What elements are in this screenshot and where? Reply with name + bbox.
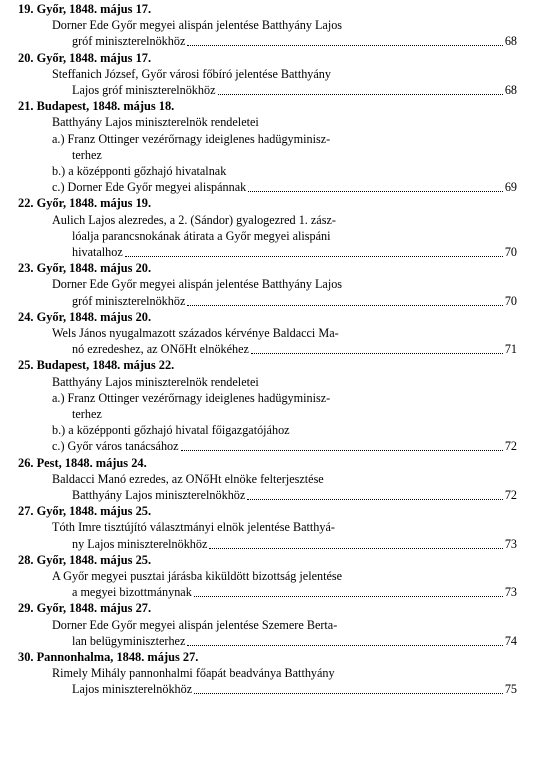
entry-heading: 23. Győr, 1848. május 20. [18, 261, 152, 276]
entry-line [52, 132, 330, 147]
page-number: 70 [504, 293, 517, 308]
entry-line-text: Dorner Ede Győr megyei alispán jelentése Szemere Berta- [52, 617, 338, 632]
entry-line-text: c.) Dorner Ede Győr megyei alispánnak [52, 180, 247, 195]
entry-heading: 24. Győr, 1848. május 20. [18, 309, 152, 324]
entry-line [72, 229, 331, 244]
entry-line-text: Dorner Ede Győr megyei alispán jelentése Batthyány Lajos [52, 277, 343, 292]
entry-line-text: b.) a középponti gőzhajó hivatal főigazgatójához [52, 423, 290, 438]
page-number: 73 [504, 585, 517, 600]
page-number: 75 [504, 682, 517, 697]
entry-line [52, 569, 342, 584]
entry-line [52, 618, 337, 633]
entry-heading: 30. Pannonhalma, 1848. május 27. [18, 650, 199, 664]
entry-line [52, 472, 324, 487]
entry-line-text: Lajos miniszterelnökhöz [72, 682, 193, 697]
entry-line-text: Tóth Imre tisztújító választmányi elnök jelentése Batthyá- [52, 520, 335, 535]
page-number: 71 [504, 342, 517, 357]
entry-line [52, 391, 330, 406]
page-number: 68 [504, 34, 517, 49]
entry-heading: 26. Pest, 1848. május 24. [18, 455, 147, 470]
entry-line-text: Steffanich József, Győr városi főbíró jelentése Batthyány [52, 66, 331, 81]
entry-line [72, 407, 102, 422]
entry-line-text: a.) Franz Ottinger vezérőrnagy ideiglenes hadügyminisz- [52, 390, 331, 405]
entry-last-line [72, 34, 517, 49]
entry-heading: 25. Budapest, 1848. május 22. [18, 358, 175, 373]
entry-heading: 22. Győr, 1848. május 19. [18, 196, 152, 211]
dot-leader [187, 294, 502, 306]
entry-line-text: a.) Franz Ottinger vezérőrnagy ideiglenes hadügyminisz- [52, 131, 331, 146]
entry-line-text: A Győr megyei pusztai járásba kiküldött bizottság jelentése [52, 569, 343, 583]
entry-line-text: Wels János nyugalmazott százados kérvénye Baldacci Ma- [52, 326, 339, 340]
entry-line-text: Batthyány Lajos miniszterelnök rendeletei [52, 115, 259, 130]
entry-line [52, 164, 226, 179]
entry-line [72, 148, 102, 163]
entry-line-text: Batthyány Lajos miniszterelnök rendeletei [52, 374, 259, 389]
page-number: 70 [504, 245, 517, 259]
entry-line [52, 520, 335, 535]
dot-leader [209, 537, 502, 549]
entry-line [52, 375, 259, 390]
entry-last-line [52, 439, 517, 454]
entry-line [52, 213, 336, 228]
entry-line [52, 115, 259, 130]
entry-line-text: gróf miniszterelnökhöz [72, 293, 186, 308]
entry-line-text: gróf miniszterelnökhöz [72, 34, 186, 49]
entry-heading: 27. Győr, 1848. május 25. [18, 504, 152, 519]
entry-heading: 20. Győr, 1848. május 17. [18, 50, 152, 65]
dot-leader [125, 245, 503, 257]
entry-line-text: terhez [72, 147, 102, 162]
entry-last-line [72, 537, 517, 552]
dot-leader [187, 34, 502, 46]
entry-heading: 29. Győr, 1848. május 27. [18, 601, 152, 616]
entry-line-text: Aulich Lajos alezredes, a 2. (Sándor) gyalogezred 1. zász- [52, 212, 336, 227]
page-number: 69 [504, 180, 517, 195]
page-number: 72 [504, 488, 517, 502]
entry-line-text: a megyei bizottmánynak [72, 585, 192, 600]
entry-line [52, 666, 335, 681]
dot-leader [187, 634, 502, 646]
entry-heading: 19. Győr, 1848. május 17. [18, 2, 152, 16]
entry-line-text: Dorner Ede Győr megyei alispán jelentése Batthyány Lajos [52, 18, 343, 33]
dot-leader [248, 180, 503, 192]
entry-line-text: Lajos gróf miniszterelnökhöz [72, 83, 216, 97]
entry-line-text: c.) Győr város tanácsához [52, 439, 179, 454]
entry-line [52, 18, 342, 33]
entry-last-line [72, 488, 517, 503]
entry-line-text: Baldacci Manó ezredes, az ONőHt elnöke felterjesztése [52, 471, 324, 486]
dot-leader [218, 83, 503, 95]
entry-last-line [72, 342, 517, 357]
page-number: 73 [504, 536, 517, 551]
page-number: 74 [504, 633, 517, 648]
entry-line-text: Rimely Mihály pannonhalmi főapát beadványa Batthyány [52, 666, 335, 681]
entry-line-text: Batthyány Lajos miniszterelnökhöz [72, 488, 246, 502]
entry-line-text: terhez [72, 407, 102, 421]
entry-last-line [72, 294, 517, 309]
entry-line-text: nó ezredeshez, az ONőHt elnökéhez [72, 342, 249, 357]
entry-line-text: lan belügyminiszterhez [72, 633, 186, 648]
entry-last-line [52, 180, 517, 195]
dot-leader [194, 682, 503, 694]
entry-line [52, 423, 290, 438]
dot-leader [247, 488, 503, 500]
entry-last-line [72, 245, 517, 260]
entry-line-text: b.) a középponti gőzhajó hivatalnak [52, 164, 227, 178]
entry-line-text: hivatalhoz [72, 245, 123, 259]
dot-leader [181, 439, 503, 451]
dot-leader [194, 585, 503, 597]
entry-line-text: lóalja parancsnokának átirata a Győr megyei alispáni [72, 228, 331, 243]
dot-leader [251, 342, 503, 354]
entry-line [52, 277, 342, 292]
entry-last-line [72, 682, 517, 697]
entry-line [52, 67, 331, 82]
entry-last-line [72, 585, 517, 600]
entry-line [52, 326, 339, 341]
entry-line-text: ny Lajos miniszterelnökhöz [72, 536, 208, 551]
page-number: 72 [504, 439, 517, 454]
entry-last-line [72, 83, 517, 98]
entry-last-line [72, 634, 517, 649]
page-number: 68 [504, 83, 517, 97]
entry-heading: 21. Budapest, 1848. május 18. [18, 99, 175, 114]
entry-heading: 28. Győr, 1848. május 25. [18, 552, 152, 567]
